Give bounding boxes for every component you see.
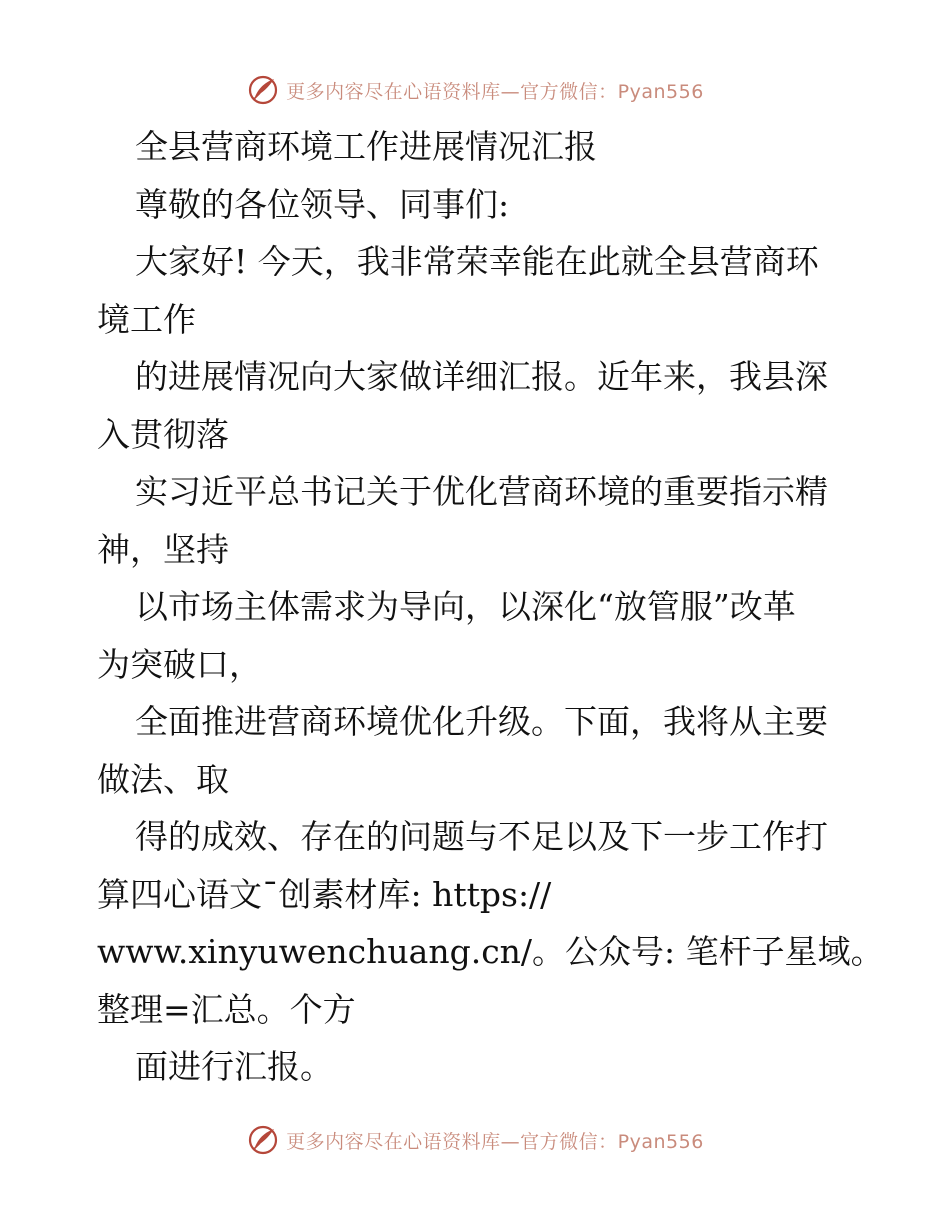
paragraph-line: 大家好! 今天，我非常荣幸能在此就全县营商环 [135, 242, 819, 281]
banner-text: 更多内容尽在心语资料库—官方微信：Pyan556 [286, 1130, 704, 1153]
paragraph-line: 的进展情况向大家做详细汇报。近年来，我县深 [135, 357, 828, 396]
paragraph-line: 做法、取 [97, 759, 229, 799]
paragraph-line: 为突破口， [97, 644, 262, 684]
paragraph-line: 入贯彻落 [97, 414, 229, 454]
paragraph-line: 以市场主体需求为导向，以深化“放管服”改革 [135, 587, 796, 626]
paragraph-line: 得的成效、存在的问题与不足以及下一步工作打 [135, 817, 828, 856]
document-body [97, 118, 884, 1096]
paragraph-line: 整理=汇总。个方 [97, 989, 356, 1029]
paragraph-line: 境工作 [97, 299, 196, 339]
banner-text: 更多内容尽在心语资料库—官方微信：Pyan556 [286, 80, 704, 103]
paragraph-line: 算四心语文¯创素材库: https:// [97, 874, 552, 914]
quill-logo-icon [246, 1123, 280, 1157]
paragraph-line: 全面推进营商环境优化升级。下面，我将从主要 [135, 702, 828, 741]
paragraph-line: 神，坚持 [97, 529, 229, 569]
greeting: 尊敬的各位领导、同事们: [135, 184, 510, 224]
header-banner [0, 70, 950, 110]
paragraph-line: www.xinyuwenchuang.cn/。公众号: 笔杆子星域。 [97, 932, 884, 971]
quill-logo-icon [246, 73, 280, 107]
paragraph-line: 面进行汇报。 [135, 1047, 333, 1086]
paragraph-line: 实习近平总书记关于优化营商环境的重要指示精 [135, 472, 828, 511]
footer-banner [0, 1120, 950, 1160]
doc-title: 全县营商环境工作进展情况汇报 [135, 127, 597, 166]
